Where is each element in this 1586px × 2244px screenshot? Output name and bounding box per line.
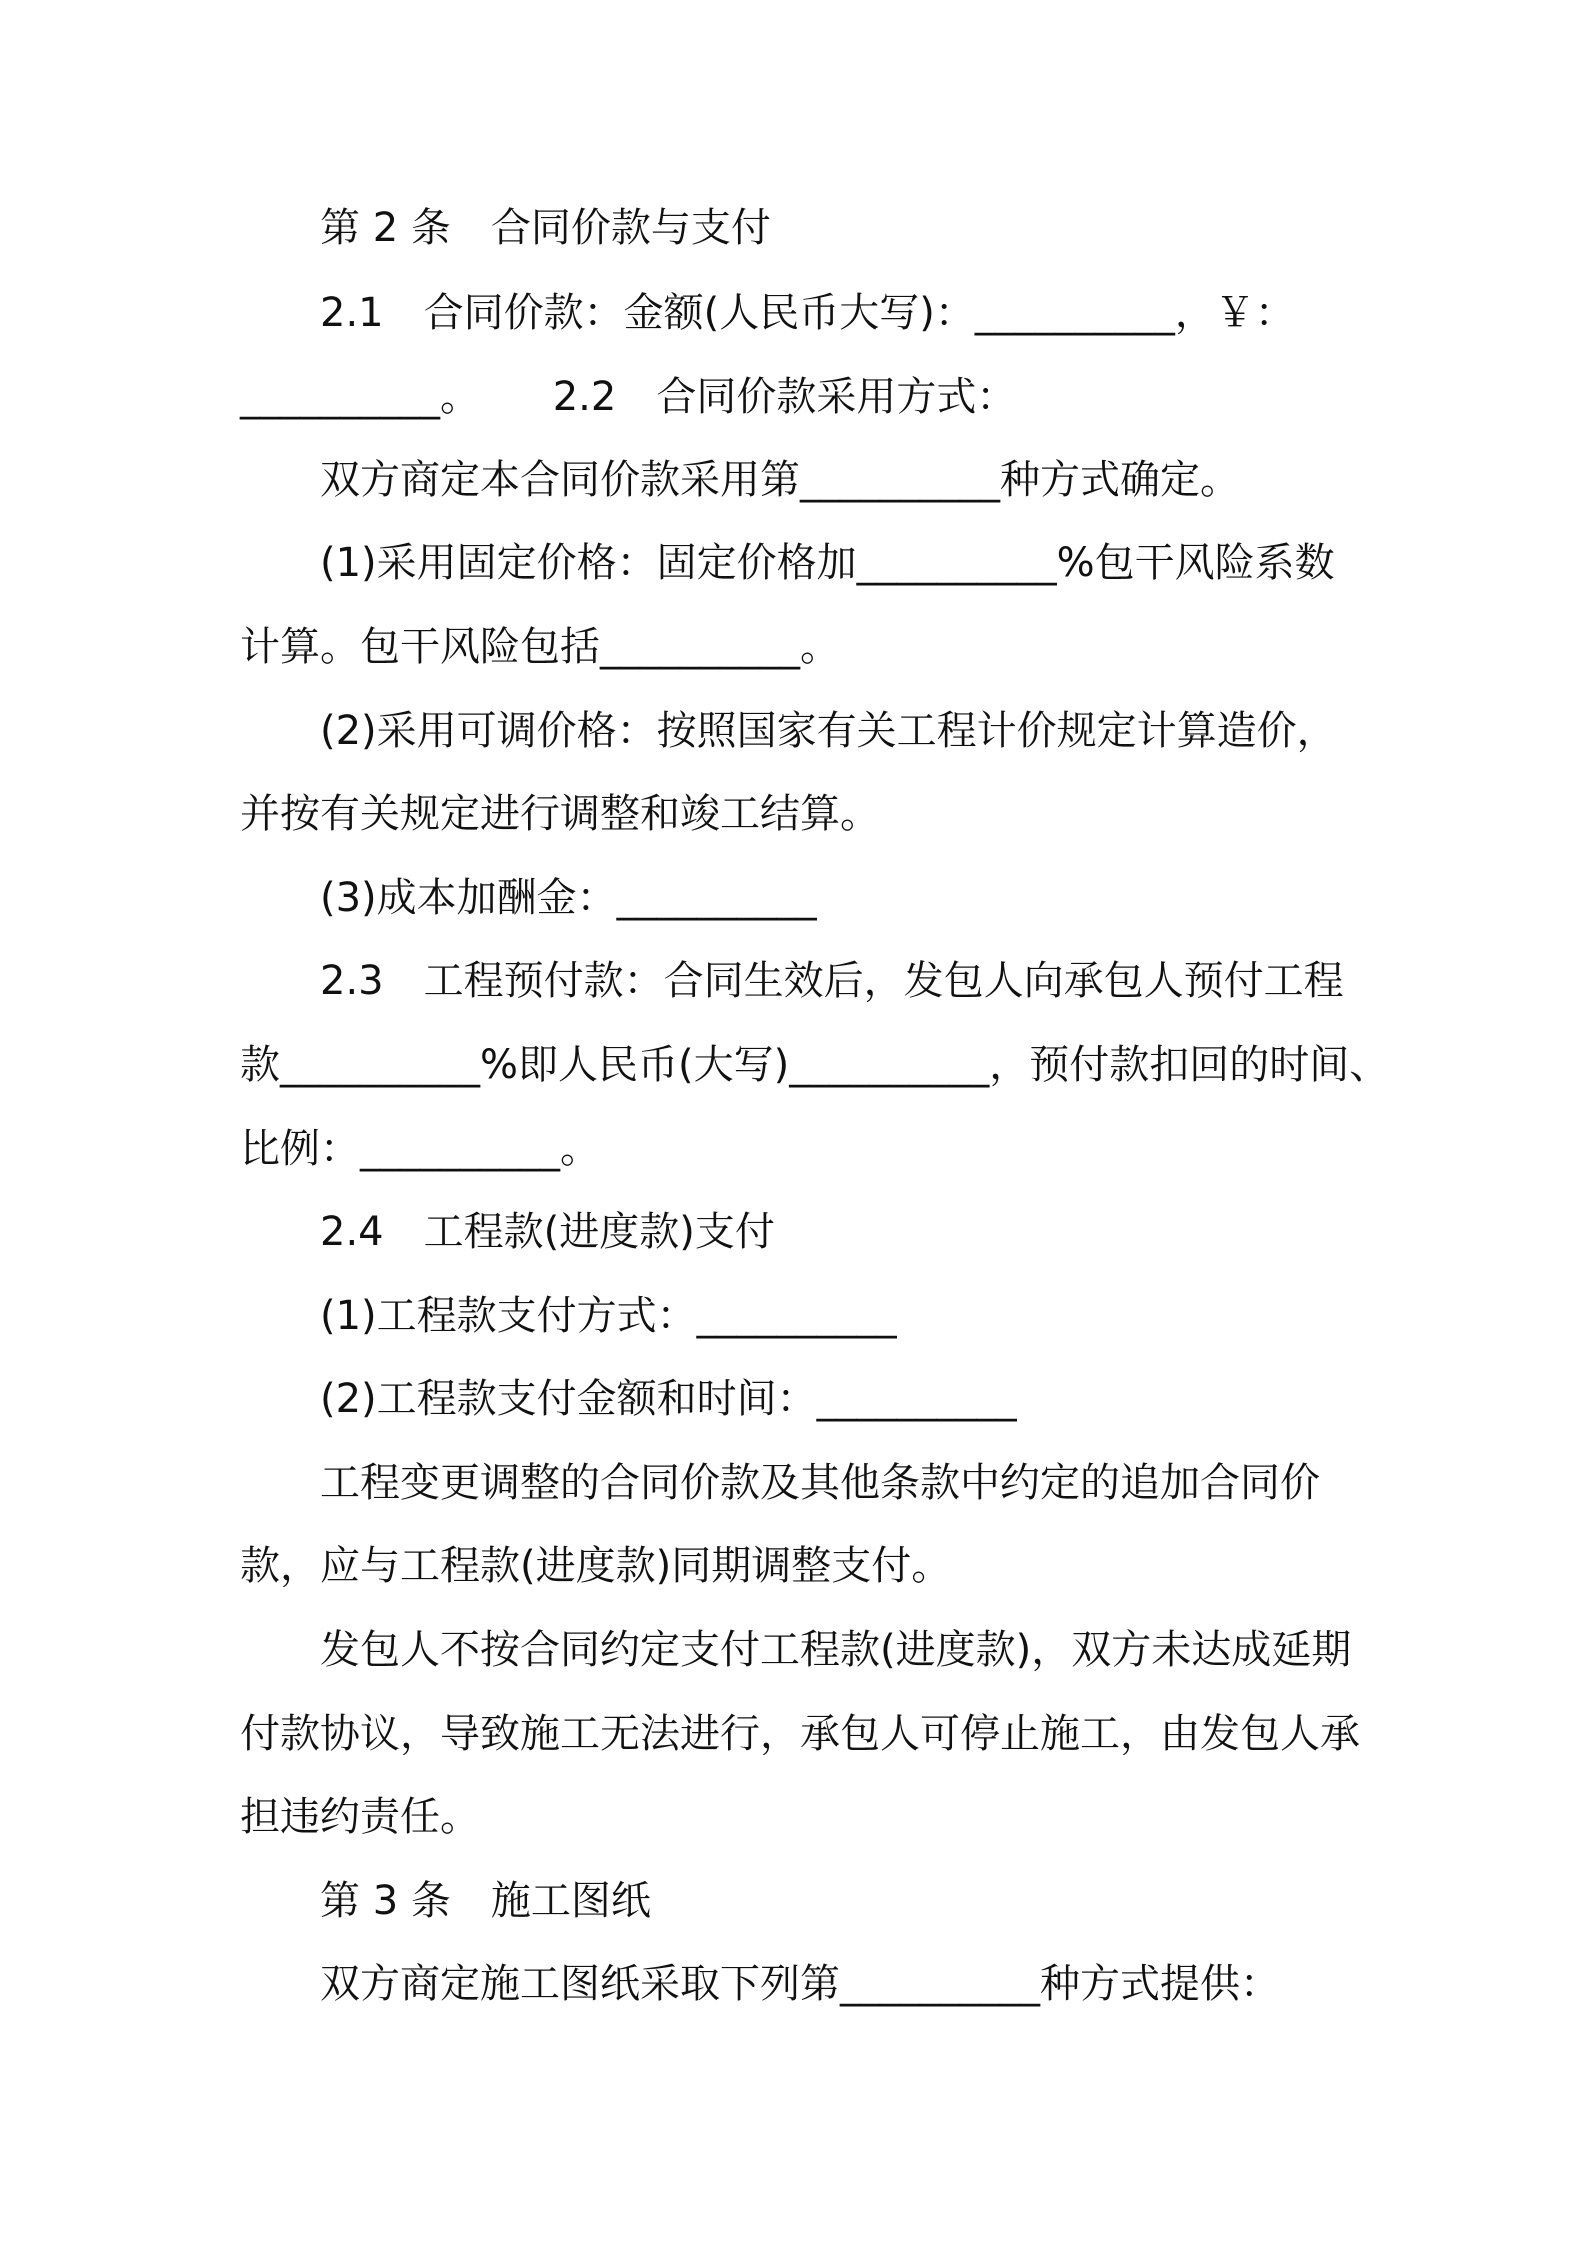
change-adjustment-paragraph-cont: 款，应与工程款(进度款)同期调整支付。 — [240, 1543, 952, 1589]
fixed-price-option: (1)采用固定价格：固定价格加__________%包干风险系数 — [320, 540, 1335, 586]
progress-payment-method: (1)工程款支付方式：__________ — [320, 1293, 897, 1339]
clause-2-4-progress-payment: 2.4 工程款(进度款)支付 — [320, 1209, 775, 1255]
drawings-method-choice: 双方商定施工图纸采取下列第__________种方式提供： — [320, 1961, 1280, 2007]
progress-payment-amount-time: (2)工程款支付金额和时间：__________ — [320, 1376, 1017, 1422]
article-3-heading: 第 3 条 施工图纸 — [320, 1878, 651, 1924]
cost-plus-option: (3)成本加酬金：__________ — [320, 875, 817, 921]
price-method-choice: 双方商定本合同价款采用第__________种方式确定。 — [320, 457, 1240, 503]
breach-paragraph: 发包人不按合同约定支付工程款(进度款)，双方未达成延期 — [320, 1627, 1352, 1673]
breach-paragraph-cont-2: 担违约责任。 — [240, 1794, 480, 1840]
fixed-price-risk-scope: 计算。包干风险包括__________。 — [240, 624, 840, 670]
clause-2-2-price-method: __________。 2.2 合同价款采用方式： — [240, 374, 1017, 420]
clause-2-1-contract-price: 2.1 合同价款：金额(人民币大写)：__________，￥： — [320, 290, 1295, 336]
clause-2-3-advance-payment: 2.3 工程预付款：合同生效后，发包人向承包人预付工程 — [320, 958, 1344, 1004]
article-2-heading: 第 2 条 合同价款与支付 — [320, 205, 771, 251]
breach-paragraph-cont-1: 付款协议，导致施工无法进行，承包人可停止施工，由发包人承 — [240, 1711, 1360, 1757]
change-adjustment-paragraph: 工程变更调整的合同价款及其他条款中约定的追加合同价 — [320, 1460, 1320, 1506]
advance-payment-amount: 款__________%即人民币(大写)__________，预付款扣回的时间、 — [240, 1042, 1390, 1088]
adjustable-price-settlement: 并按有关规定进行调整和竣工结算。 — [240, 791, 880, 837]
adjustable-price-option: (2)采用可调价格：按照国家有关工程计价规定计算造价， — [320, 708, 1337, 754]
advance-payment-ratio: 比例：__________。 — [240, 1126, 600, 1172]
